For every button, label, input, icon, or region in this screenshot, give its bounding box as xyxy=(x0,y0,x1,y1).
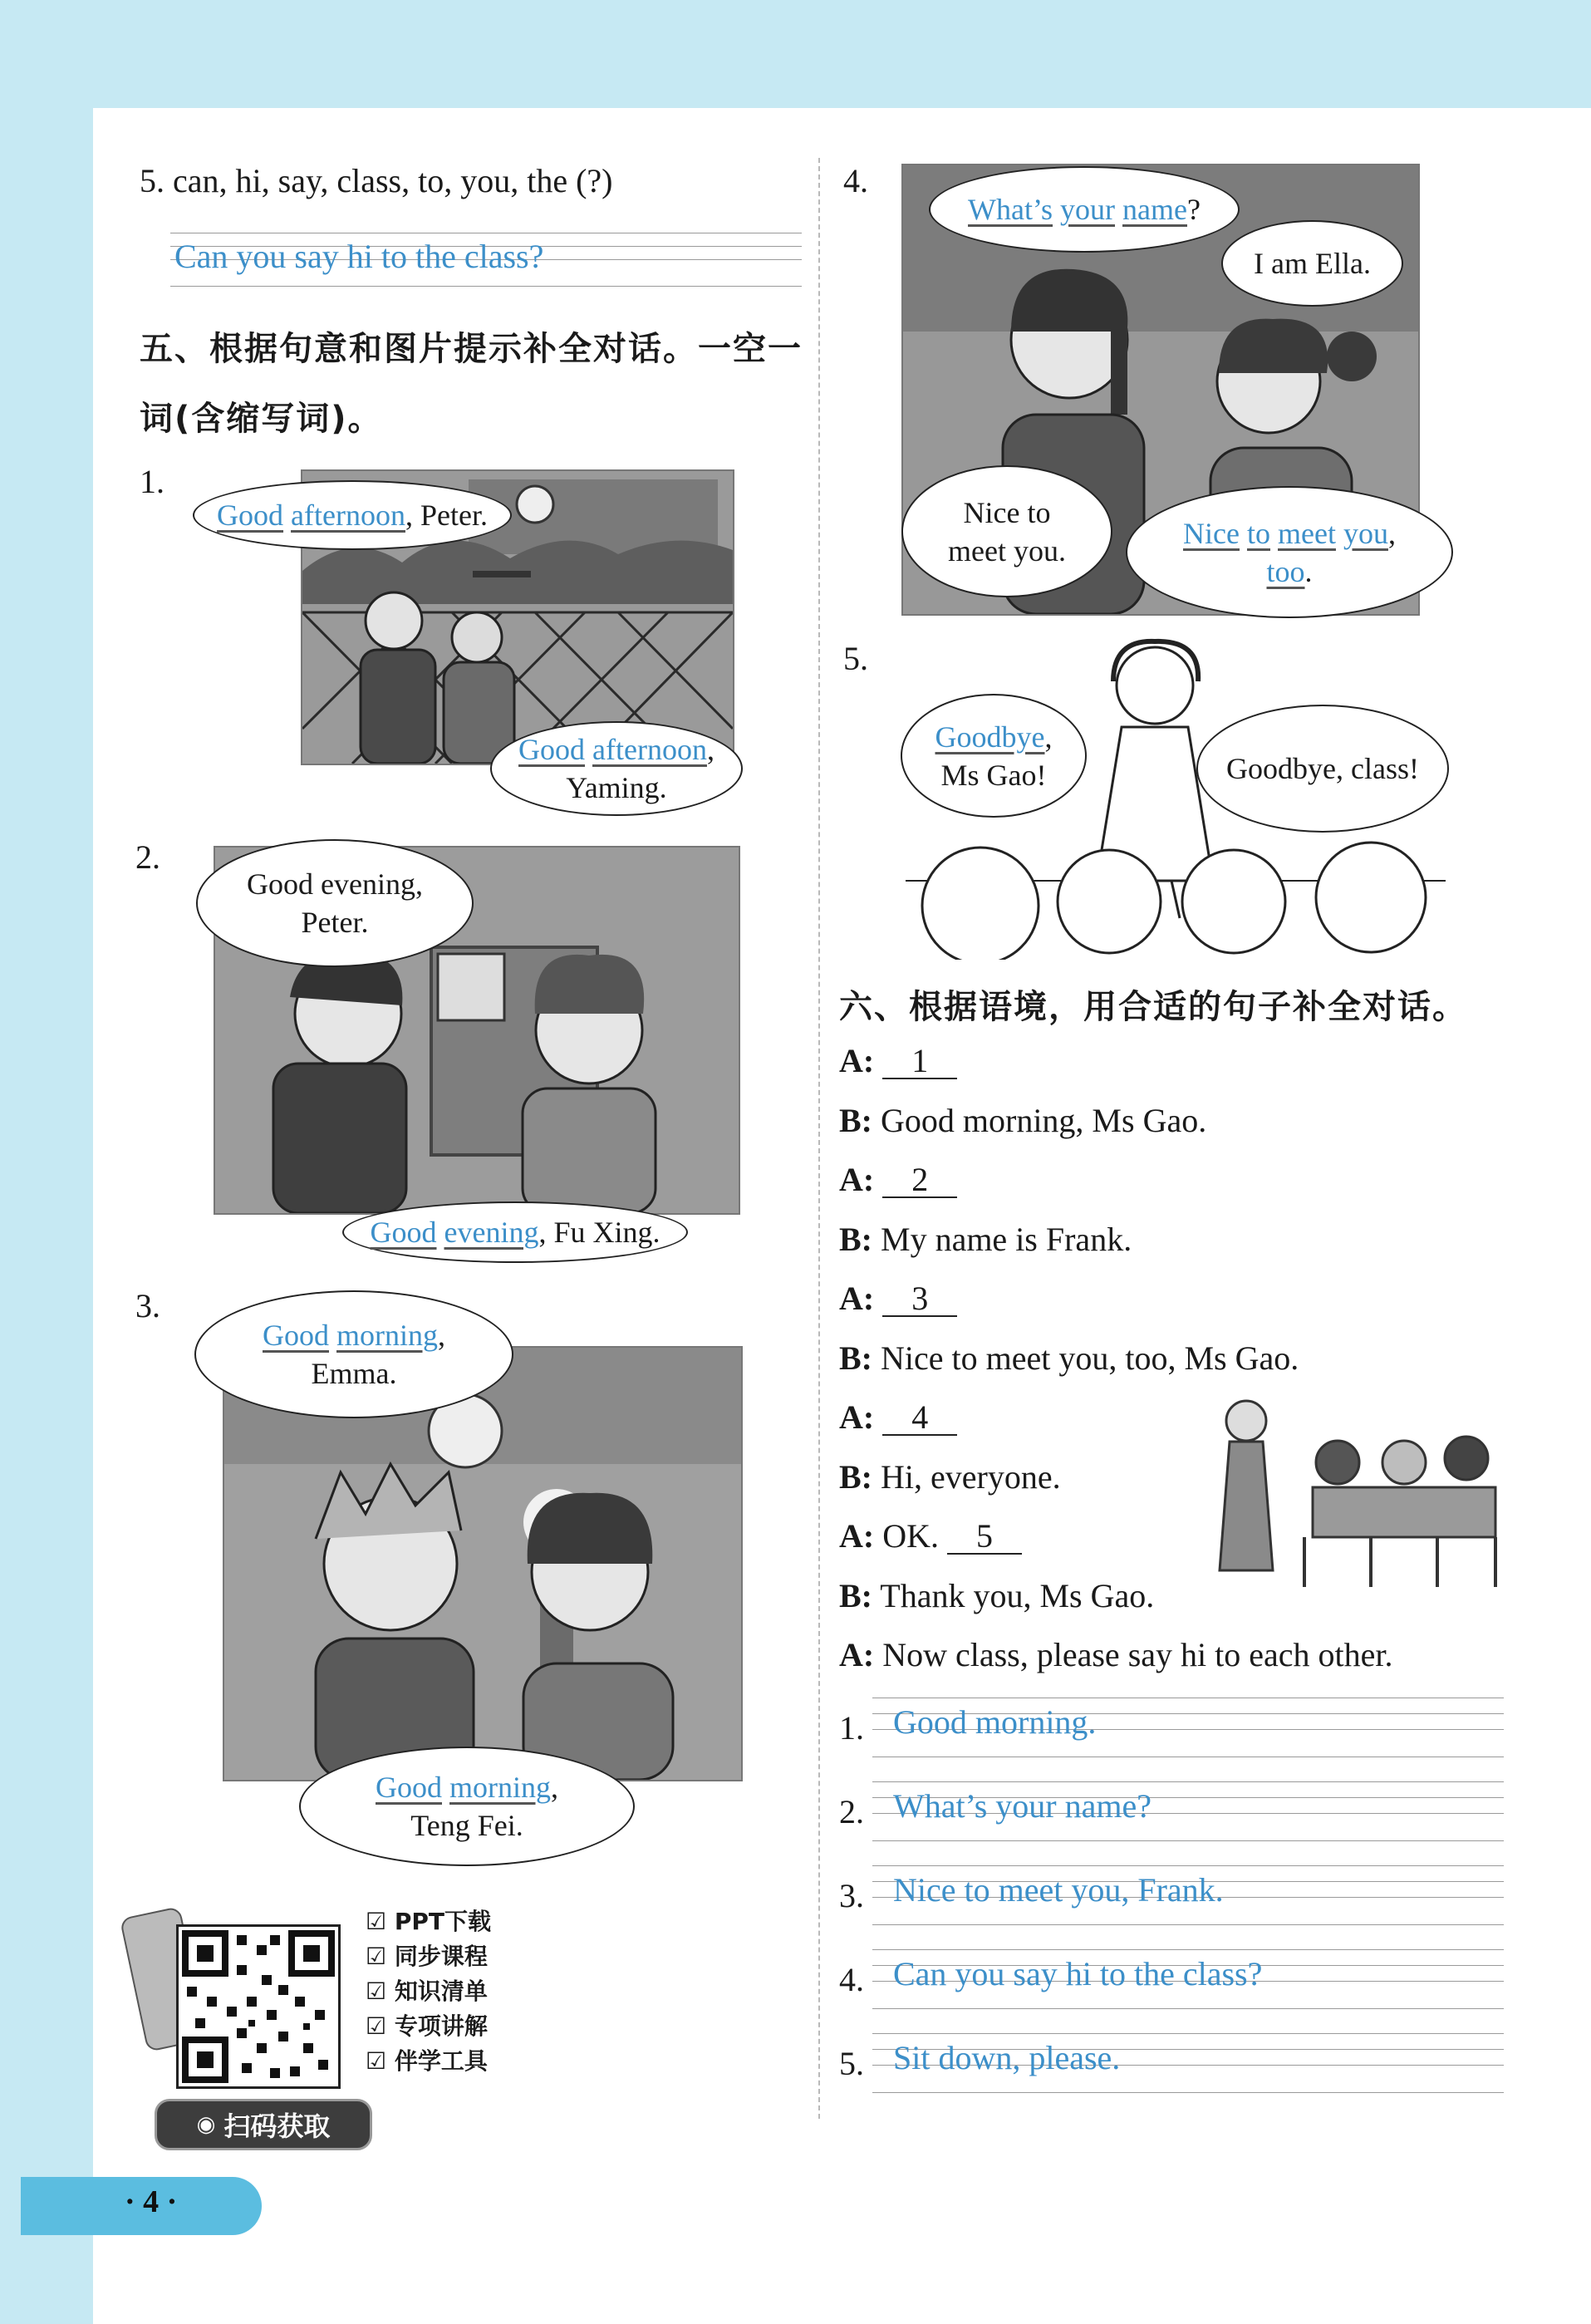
answer-word: Goodbye xyxy=(935,720,1045,754)
page-number: · 4 · xyxy=(125,2184,178,2219)
answer-word: Good xyxy=(370,1216,437,1249)
qr-feature-label: 伴学工具 xyxy=(394,2047,488,2075)
bubble-text: , xyxy=(1044,720,1053,754)
bubble-text: , xyxy=(1387,516,1396,550)
speech-bubble-3a xyxy=(194,1290,513,1418)
answer-line xyxy=(872,2033,1504,2034)
answer-word: Good xyxy=(518,733,586,766)
bubble-text: meet you. xyxy=(948,533,1066,567)
bubble-text: Yaming. xyxy=(566,771,667,804)
qr-feature-item: ☑ 知识清单 xyxy=(366,1978,488,2005)
dialogue-line xyxy=(839,1278,1392,1338)
speech-bubble-4c xyxy=(901,465,1112,597)
dialogue xyxy=(839,1040,1392,1694)
bubble-text: ? xyxy=(1186,193,1201,226)
answer-word: Good xyxy=(263,1319,329,1352)
speaker-label: A: xyxy=(839,1280,875,1317)
speech-bubble-5a xyxy=(901,694,1087,818)
qr-feature-label: 知识清单 xyxy=(394,1978,488,2005)
answer-word: too xyxy=(1266,554,1305,588)
answer-line xyxy=(872,2008,1504,2009)
bubble-text: Goodbye, class! xyxy=(1226,752,1419,785)
speaker-label: A: xyxy=(839,1398,875,1436)
answer-number: 5. xyxy=(839,2045,864,2082)
dialogue-text: Thank you, Ms Gao. xyxy=(880,1576,1155,1614)
speaker-label: B: xyxy=(839,1576,872,1614)
answer-word: Good xyxy=(217,499,284,532)
bubble-text: Teng Fei. xyxy=(410,1809,523,1842)
answer-text: Sit down, please. xyxy=(893,2039,1121,2076)
picture-4-number: 4. xyxy=(843,162,868,199)
qr-feature-item: ☑ PPT下载 xyxy=(366,1908,492,1935)
dialogue-blank: 3 xyxy=(882,1282,957,1317)
left-color-band xyxy=(0,0,93,2324)
eye-icon: ◉ xyxy=(196,2112,216,2137)
answer-line xyxy=(872,2092,1504,2093)
answer-word: meet xyxy=(1278,516,1336,550)
dialogue-text: Nice to meet you, too, Ms Gao. xyxy=(881,1339,1299,1377)
answer-word: Nice xyxy=(1183,516,1240,550)
answer-number: 1. xyxy=(839,1709,864,1747)
bubble-text: Peter. xyxy=(301,906,369,939)
dialogue-text: Good morning, Ms Gao. xyxy=(881,1101,1207,1139)
picture-2-number: 2. xyxy=(135,838,160,876)
dialogue-line xyxy=(839,1634,1392,1694)
answer-line xyxy=(170,286,802,287)
dialogue-text: Hi, everyone. xyxy=(881,1457,1061,1496)
answer-text: Can you say hi to the class? xyxy=(893,1955,1263,1992)
classroom-illustration xyxy=(1213,1388,1504,1595)
answer-word: to xyxy=(1246,516,1270,550)
speech-bubble-2a xyxy=(196,839,474,967)
speech-bubble-2b xyxy=(342,1201,688,1263)
dialogue-blank: 4 xyxy=(882,1401,957,1436)
qr-feature-list xyxy=(366,1904,491,2079)
speech-bubble-4b xyxy=(1221,220,1403,307)
answer-word: Good xyxy=(376,1771,442,1804)
section-5-title: 五、根据句意和图片提示补全对话。一空一 xyxy=(140,330,803,368)
column-divider xyxy=(818,158,820,2119)
dialogue-line xyxy=(839,1159,1392,1219)
dialogue-text: My name is Frank. xyxy=(881,1220,1132,1258)
speaker-label: B: xyxy=(839,1339,872,1377)
dialogue-blank: 5 xyxy=(947,1520,1022,1555)
bubble-text: , xyxy=(438,1319,445,1352)
qr-code-pattern xyxy=(179,1927,338,2086)
bubble-text: Emma. xyxy=(311,1357,397,1390)
answer-text: Nice to meet you, Frank. xyxy=(893,1871,1224,1909)
dialogue-line xyxy=(839,1100,1392,1160)
picture-3-number: 3. xyxy=(135,1287,160,1324)
answer-word: evening xyxy=(444,1216,539,1249)
section-6-title: 六、根据语境，用合适的句子补全对话。 xyxy=(839,988,1467,1026)
dialogue-text: OK. xyxy=(882,1517,947,1555)
answer-word: What’s xyxy=(968,193,1053,226)
speech-bubble-1a xyxy=(193,480,512,550)
answer-word: afternoon xyxy=(291,499,405,532)
dialogue-blank: 2 xyxy=(882,1163,957,1198)
qr-feature-label: 专项讲解 xyxy=(394,2012,488,2040)
answer-number: 3. xyxy=(839,1877,864,1914)
answer-line xyxy=(872,1781,1504,1782)
speaker-label: A: xyxy=(839,1517,875,1555)
answer-word: your xyxy=(1060,193,1116,226)
speech-bubble-4d xyxy=(1126,486,1453,618)
picture-1-number: 1. xyxy=(140,463,165,500)
qr-feature-item: ☑ 同步课程 xyxy=(366,1943,488,1970)
dialogue-blank: 1 xyxy=(882,1044,957,1079)
qr-feature-item: ☑ 专项讲解 xyxy=(366,2012,488,2040)
speech-bubble-5b xyxy=(1196,705,1449,833)
speech-bubble-4a xyxy=(929,166,1240,253)
answer-line xyxy=(872,1865,1504,1866)
qr-feature-item: ☑ 伴学工具 xyxy=(366,2047,488,2075)
answer-word: morning xyxy=(336,1319,438,1352)
answer-text: What’s your name? xyxy=(893,1787,1152,1825)
bubble-text: Good evening, xyxy=(247,867,423,901)
bubble-text: , Fu Xing. xyxy=(538,1216,660,1249)
qr-code-icon[interactable] xyxy=(176,1924,341,2089)
dialogue-text: Now class, please say hi to each other. xyxy=(882,1636,1393,1673)
qr-feature-label: 同步课程 xyxy=(394,1943,488,1970)
answer-line xyxy=(872,1924,1504,1925)
speech-bubble-3b xyxy=(299,1747,635,1866)
answer-number: 2. xyxy=(839,1793,864,1830)
bubble-text: , Peter. xyxy=(405,499,488,532)
bubble-text: , xyxy=(551,1771,558,1804)
answer-word: you xyxy=(1343,516,1388,550)
question-5-answer: Can you say hi to the class? xyxy=(174,238,544,275)
speaker-label: B: xyxy=(839,1101,872,1139)
speaker-label: B: xyxy=(839,1457,872,1496)
answer-word: afternoon xyxy=(592,733,707,766)
speaker-label: A: xyxy=(839,1161,875,1198)
qr-feature-label: PPT下载 xyxy=(394,1908,492,1935)
bubble-text: . xyxy=(1304,554,1313,588)
section-5-title-cont: 词(含缩写词)。 xyxy=(140,400,383,438)
answer-word: morning xyxy=(449,1771,551,1804)
dialogue-line xyxy=(839,1040,1392,1100)
answer-line xyxy=(872,1840,1504,1841)
picture-5-number: 5. xyxy=(843,640,868,677)
speaker-label: A: xyxy=(839,1636,875,1673)
answer-number: 4. xyxy=(839,1961,864,1998)
dialogue-line xyxy=(839,1219,1392,1279)
scan-qr-button[interactable] xyxy=(155,2099,372,2150)
answer-line xyxy=(872,1949,1504,1950)
speaker-label: B: xyxy=(839,1220,872,1258)
answer-text: Good morning. xyxy=(893,1703,1097,1741)
bubble-text: I am Ella. xyxy=(1254,247,1371,280)
answer-word: name xyxy=(1122,193,1187,226)
top-color-band xyxy=(0,0,1591,108)
question-5-words: 5. can, hi, say, class, to, you, the (?) xyxy=(140,162,613,199)
speech-bubble-1b xyxy=(490,721,743,816)
scan-qr-label: 扫码获取 xyxy=(223,2110,331,2142)
speaker-label: A: xyxy=(839,1042,875,1079)
classroom-drawing xyxy=(1213,1388,1504,1595)
bubble-text: Nice to xyxy=(963,495,1051,529)
bubble-text: Ms Gao! xyxy=(940,758,1047,792)
bubble-text: , xyxy=(706,733,714,766)
